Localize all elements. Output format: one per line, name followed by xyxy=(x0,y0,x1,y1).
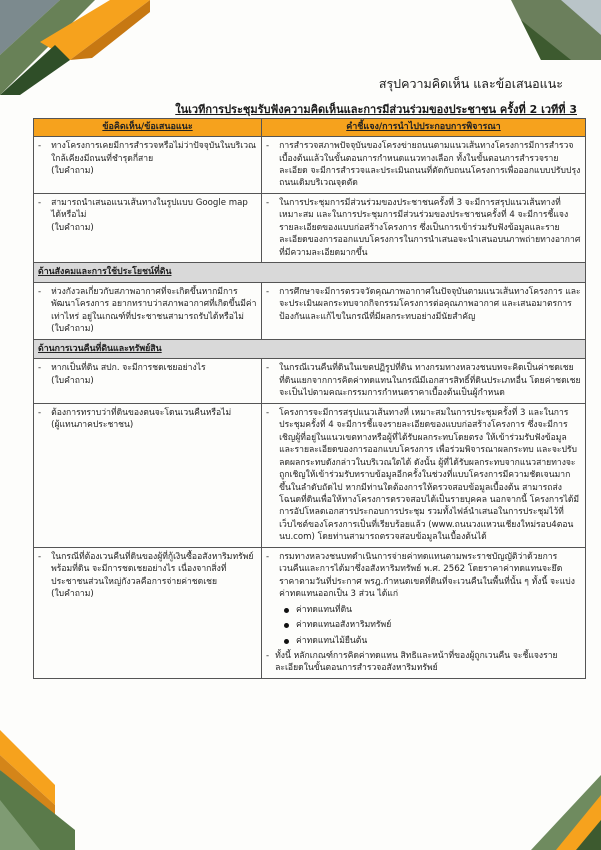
response-cell: - โครงการจะมีการสรุปแนวเส้นทางที่ เหมาะสมในการประชุมครั้งที่ 3 และในการประชุมครั้งที่ 4 จะมีการชี้แจงรายละเอียดของแบบก่อสร้างโครงการ ซึ่งจะมีการเชิญผู้ที่อยู่ในแนวเขตทางหรือผู้ที่ได้รับผลกระทบโดยตรง ให้เข้าร่วมรับฟังข้อมูลและรายละเอียดของการออกแบบโครงการ เพื่อร่วมพิจารณาผลกระทบ และจะปรับลดผลกระทบดังกล่าวในบริเวณใดได้ ดังนั้น ผู้ที่ได้รับผลกระทบจากแนวสายทางจะถูกเชิญให้เข้าร่วมรับทราบข้อมูลอีกครั้งในช่วงที่แบบโครงการมีความชัดเจนมากขึ้นในลำดับถัดไป หากมีท่านใดต้องการให้ตรวจสอบข้อมูลเบื้องต้น สามารถส่งโฉนดที่ดินเพื่อให้ทางโครงการตรวจสอบได้เป็นรายบุคคล นอกจากนี้ โครงการได้มีการอัปโหลดเอกสารประกอบการประชุม รวมทั้งไฟล์นำเสนอในการประชุมไว้ที่เว็บไซต์ของโครงการเป็นที่เรียบร้อยแล้ว (www.ถนนวงแหวนเชียงใหม่รอบ4ตอนนบ.com) โดยท่านสามารถตรวจสอบข้อมูลในเบื้องต้นได้ xyxy=(262,403,586,547)
page-title: สรุปความคิดเห็น และข้อเสนอแนะ xyxy=(378,76,563,91)
list-item: ค่าทดแทนไม้ยืนต้น xyxy=(284,635,581,647)
response-cell: - การศึกษาจะมีการตรวจวัดคุณภาพอากาศในปัจจุบันตามแนวเส้นทางโครงการ และจะประเมินผลกระทบจากกิจกรรมโครงการต่อคุณภาพอากาศ และเสนอมาตรการป้องกันและแก้ไขในกรณีที่มีผลกระทบอย่างมีนัยสำคัญ xyxy=(262,282,586,339)
corner-decoration-top-left xyxy=(0,0,150,95)
page-subtitle: ในเวทีการประชุมรับฟังความคิดเห็นและการมีส่วนร่วมของประชาชน ครั้งที่ 2 เวทีที่ 3 xyxy=(175,103,577,116)
section-heading: ด้านสังคมและการใช้ประโยชน์ที่ดิน xyxy=(34,263,586,283)
comment-source: (ผู้แทนภาคประชาชน) xyxy=(51,420,134,431)
comment-text: สามารถนำเสนอแนวเส้นทางในรูปแบบ Google map ได้หรือไม่ xyxy=(51,197,248,221)
comment-text: ในกรณีที่ต้องเวนคืนที่ดินของผู้ที่กู้เงินซื้ออสังหาริมทรัพย์ พร้อมที่ดิน จะมีการชดเชยอย่างไร เนื่องจากสิ่งที่ประชาชนส่วนใหญ่กังวลคือการจ่ายค่าชดเชย xyxy=(51,551,254,587)
section-heading: ด้านการเวนคืนที่ดินและทรัพย์สิน xyxy=(34,339,586,359)
response-cell: - ในการประชุมการมีส่วนร่วมของประชาชนครั้งที่ 3 จะมีการสรุปแนวเส้นทางที่เหมาะสม และในการประชุมการมีส่วนร่วมของประชาชนครั้งที่ 4 จะมีการชี้แจงรายละเอียดของแบบก่อสร้างโครงการ ซึ่งเป็นการเข้าร่วมรับฟังข้อมูลและรายละเอียดของการออกแบบโครงการในการนำเสนอจะนำเสนอบนภาพถ่ายทางอากาศ ที่มีความละเอียดมากขึ้น xyxy=(262,193,586,262)
list-item: ค่าทดแทนอสังหาริมทรัพย์ xyxy=(284,619,581,631)
compensation-list xyxy=(284,604,581,647)
table-header-row xyxy=(34,119,586,137)
table-row xyxy=(34,403,586,547)
comment-source: (ใบคำถาม) xyxy=(51,375,94,386)
comment-source: (ใบคำถาม) xyxy=(51,222,94,233)
column-header-responses: คำชี้แจง/การนำไปประกอบการพิจารณา xyxy=(262,119,586,137)
table-row xyxy=(34,193,586,262)
comment-source: (ใบคำถาม) xyxy=(51,324,94,335)
response-text: โครงการจะมีการสรุปแนวเส้นทางที่ เหมาะสมในการประชุมครั้งที่ 3 และในการประชุมครั้งที่ 4 จะมีการชี้แจงรายละเอียดของแบบก่อสร้างโครงการ ซึ่งจะมีการเชิญผู้ที่อยู่ในแนวเขตทางหรือผู้ที่ได้รับผลกระทบโดยตรง ให้เข้าร่วมรับฟังข้อมูลและรายละเอียดของการออกแบบโครงการ เพื่อร่วมพิจารณาผลกระทบ และจะปรับลดผลกระทบดังกล่าวในบริเวณใดได้ ดังนั้น ผู้ที่ได้รับผลกระทบจากแนวสายทางจะถูกเชิญให้เข้าร่วมรับทราบข้อมูลอีกครั้งในช่วงที่แบบโครงการมีความชัดเจนมากขึ้นในลำดับถัดไป หากมีท่านใดต้องการให้ตรวจสอบข้อมูลเบื้องต้น สามารถส่งโฉนดที่ดินเพื่อให้ทางโครงการตรวจสอบได้เป็นรายบุคคล นอกจากนี้ โครงการได้มีการอัปโหลดเอกสารประกอบการประชุม รวมทั้งไฟล์นำเสนอในการประชุมไว้ที่เว็บไซต์ของโครงการเป็นที่เรียบร้อยแล้ว (www.ถนนวงแหวนเชียงใหม่รอบ4ตอนนบ.com) โดยท่านสามารถตรวจสอบข้อมูลในเบื้องต้นได้ xyxy=(279,407,580,543)
comment-text: หากเป็นที่ดิน สปก. จะมีการชดเชยอย่างไร xyxy=(51,363,206,374)
response-text: ทั้งนี้ หลักเกณฑ์การคิดค่าทดแทน สิทธิและหน้าที่ของผู้ถูกเวนคืน จะชี้แจงรายละเอียดในขั้นตอนการสำรวจอสังหาริมทรัพย์ xyxy=(275,650,558,674)
table-row xyxy=(34,547,586,678)
comment-source: (ใบคำถาม) xyxy=(51,165,94,176)
comment-text: ห่วงกังวลเกี่ยวกับสภาพอากาศที่จะเกิดขึ้นหากมีการพัฒนาโครงการ อยากทราบว่าสภาพอากาศที่เกิดขึ้นมีค่าเท่าไหร่ อยู่ในเกณฑ์ที่ประชาชนสามารถรับได้หรือไม่ xyxy=(51,286,257,322)
table-row xyxy=(34,137,586,194)
corner-decoration-bottom-right xyxy=(531,775,601,850)
comment-text: ต้องการทราบว่าที่ดินของตนจะโดนเวนคืนหรือไม่ xyxy=(51,407,232,418)
table-row xyxy=(34,359,586,403)
comment-cell: - ห่วงกังวลเกี่ยวกับสภาพอากาศที่จะเกิดขึ้นหากมีการพัฒนาโครงการ อยากทราบว่าสภาพอากาศที่เกิดขึ้นมีค่าเท่าไหร่ อยู่ในเกณฑ์ที่ประชาชนสามารถรับได้หรือไม่ (ใบคำถาม) xyxy=(34,282,262,339)
section-row-land xyxy=(34,339,586,359)
comment-text: ทางโครงการเคยมีการสำรวจหรือไม่ว่าปัจจุบันในบริเวณใกล้เคียงมีถนนที่ชำรุดกี่สาย xyxy=(51,141,257,164)
response-text: การสำรวจสภาพปัจจุบันของโครงข่ายถนนตามแนวเส้นทางโครงการมีการสำรวจเบื้องต้นแล้วในขั้นตอนการกำหนดแนวทางเลือก ทั้งในขั้นตอนการสำรวจรายละเอียด จะมีการสำรวจและประเมินถนนที่ตัดกับถนนโครงการเพื่อออกแบบปรับปรุงถนนเดิมบริเวณจุดตัด xyxy=(279,141,581,189)
column-header-comments: ข้อคิดเห็น/ข้อเสนอแนะ xyxy=(34,119,262,137)
table-row xyxy=(34,282,586,339)
corner-decoration-top-right xyxy=(511,0,601,60)
response-text: ในกรณีเวนคืนที่ดินในเขตปฏิรูปที่ดิน ทางกรมทางหลวงชนบทจะคิดเป็นค่าชดเชยที่ดินแยกจากการคิดค่าทดแทนในกรณีมีเอกสารสิทธิ์ที่ดินประเภทอื่น โดยค่าชดเชยจะเป็นไปตามคณะกรรมการกำหนดราคาเบื้องต้นเป็นผู้กำหนด xyxy=(279,363,581,399)
comments-table xyxy=(33,118,586,679)
list-item: ค่าทดแทนที่ดิน xyxy=(284,604,581,616)
comment-cell: - ในกรณีที่ต้องเวนคืนที่ดินของผู้ที่กู้เงินซื้ออสังหาริมทรัพย์ พร้อมที่ดิน จะมีการชดเชยอย่างไร เนื่องจากสิ่งที่ประชาชนส่วนใหญ่กังวลคือการจ่ายค่าชดเชย (ใบคำถาม) xyxy=(34,547,262,678)
response-text: การศึกษาจะมีการตรวจวัดคุณภาพอากาศในปัจจุบันตามแนวเส้นทางโครงการ และจะประเมินผลกระทบจากกิจกรรมโครงการต่อคุณภาพอากาศ และเสนอมาตรการป้องกันและแก้ไขในกรณีที่มีผลกระทบอย่างมีนัยสำคัญ xyxy=(279,286,581,322)
response-cell: - ในกรณีเวนคืนที่ดินในเขตปฏิรูปที่ดิน ทางกรมทางหลวงชนบทจะคิดเป็นค่าชดเชยที่ดินแยกจากการคิดค่าทดแทนในกรณีมีเอกสารสิทธิ์ที่ดินประเภทอื่น โดยค่าชดเชยจะเป็นไปตามคณะกรรมการกำหนดราคาเบื้องต้นเป็นผู้กำหนด xyxy=(262,359,586,403)
response-cell: - การสำรวจสภาพปัจจุบันของโครงข่ายถนนตามแนวเส้นทางโครงการมีการสำรวจเบื้องต้นแล้วในขั้นตอนการกำหนดแนวทางเลือก ทั้งในขั้นตอนการสำรวจรายละเอียด จะมีการสำรวจและประเมินถนนที่ตัดกับถนนโครงการเพื่อออกแบบปรับปรุงถนนเดิมบริเวณจุดตัด xyxy=(262,137,586,194)
comment-cell: - ต้องการทราบว่าที่ดินของตนจะโดนเวนคืนหรือไม่ (ผู้แทนภาคประชาชน) xyxy=(34,403,262,547)
comment-cell: - ทางโครงการเคยมีการสำรวจหรือไม่ว่าปัจจุบันในบริเวณใกล้เคียงมีถนนที่ชำรุดกี่สาย (ใบคำถาม) xyxy=(34,137,262,194)
comment-cell: - สามารถนำเสนอแนวเส้นทางในรูปแบบ Google map ได้หรือไม่ (ใบคำถาม) xyxy=(34,193,262,262)
response-text: กรมทางหลวงชนบทดำเนินการจ่ายค่าทดแทนตามพระราชบัญญัติว่าด้วยการเวนคืนและการได้มาซึ่งอสังหาริมทรัพย์ พ.ศ. 2562 โดยราคาค่าทดแทนจะยึดราคาตามวันที่ประกาศ พรฎ.กำหนดเขตที่ดินที่จะเวนคืนในพื้นที่นั้น ๆ ทั้งนี้ จะแบ่งค่าทดแทนออกเป็น 3 ส่วน ได้แก่ xyxy=(279,551,575,600)
corner-decoration-bottom-left xyxy=(0,730,75,850)
comment-source: (ใบคำถาม) xyxy=(51,589,94,600)
comment-cell: - หากเป็นที่ดิน สปก. จะมีการชดเชยอย่างไร (ใบคำถาม) xyxy=(34,359,262,403)
response-text: ในการประชุมการมีส่วนร่วมของประชาชนครั้งที่ 3 จะมีการสรุปแนวเส้นทางที่เหมาะสม และในการประชุมการมีส่วนร่วมของประชาชนครั้งที่ 4 จะมีการชี้แจงรายละเอียดของแบบก่อสร้างโครงการ ซึ่งเป็นการเข้าร่วมรับฟังข้อมูลและรายละเอียดของการออกแบบโครงการในการนำเสนอจะนำเสนอบนภาพถ่ายทางอากาศ ที่มีความละเอียดมากขึ้น xyxy=(279,197,581,258)
section-row-social xyxy=(34,263,586,283)
response-cell: - กรมทางหลวงชนบทดำเนินการจ่ายค่าทดแทนตามพระราชบัญญัติว่าด้วยการเวนคืนและการได้มาซึ่งอสังหาริมทรัพย์ พ.ศ. 2562 โดยราคาค่าทดแทนจะยึดราคาตามวันที่ประกาศ พรฎ.กำหนดเขตที่ดินที่จะเวนคืนในพื้นที่นั้น ๆ ทั้งนี้ จะแบ่งค่าทดแทนออกเป็น 3 ส่วน ได้แก่ ค่าทดแทนที่ดิน ค่าทดแทนอสังหาริมทรัพย์ ค่าทดแทนไม้ยืนต้น - ทั้งนี้ หลักเกณฑ์การคิดค่าทดแทน สิทธิและหน้าที่ของผู้ถูกเวนคืน จะชี้แจงรายละเอียดในขั้นตอนการสำรวจอสังหาริมทรัพย์ xyxy=(262,547,586,678)
